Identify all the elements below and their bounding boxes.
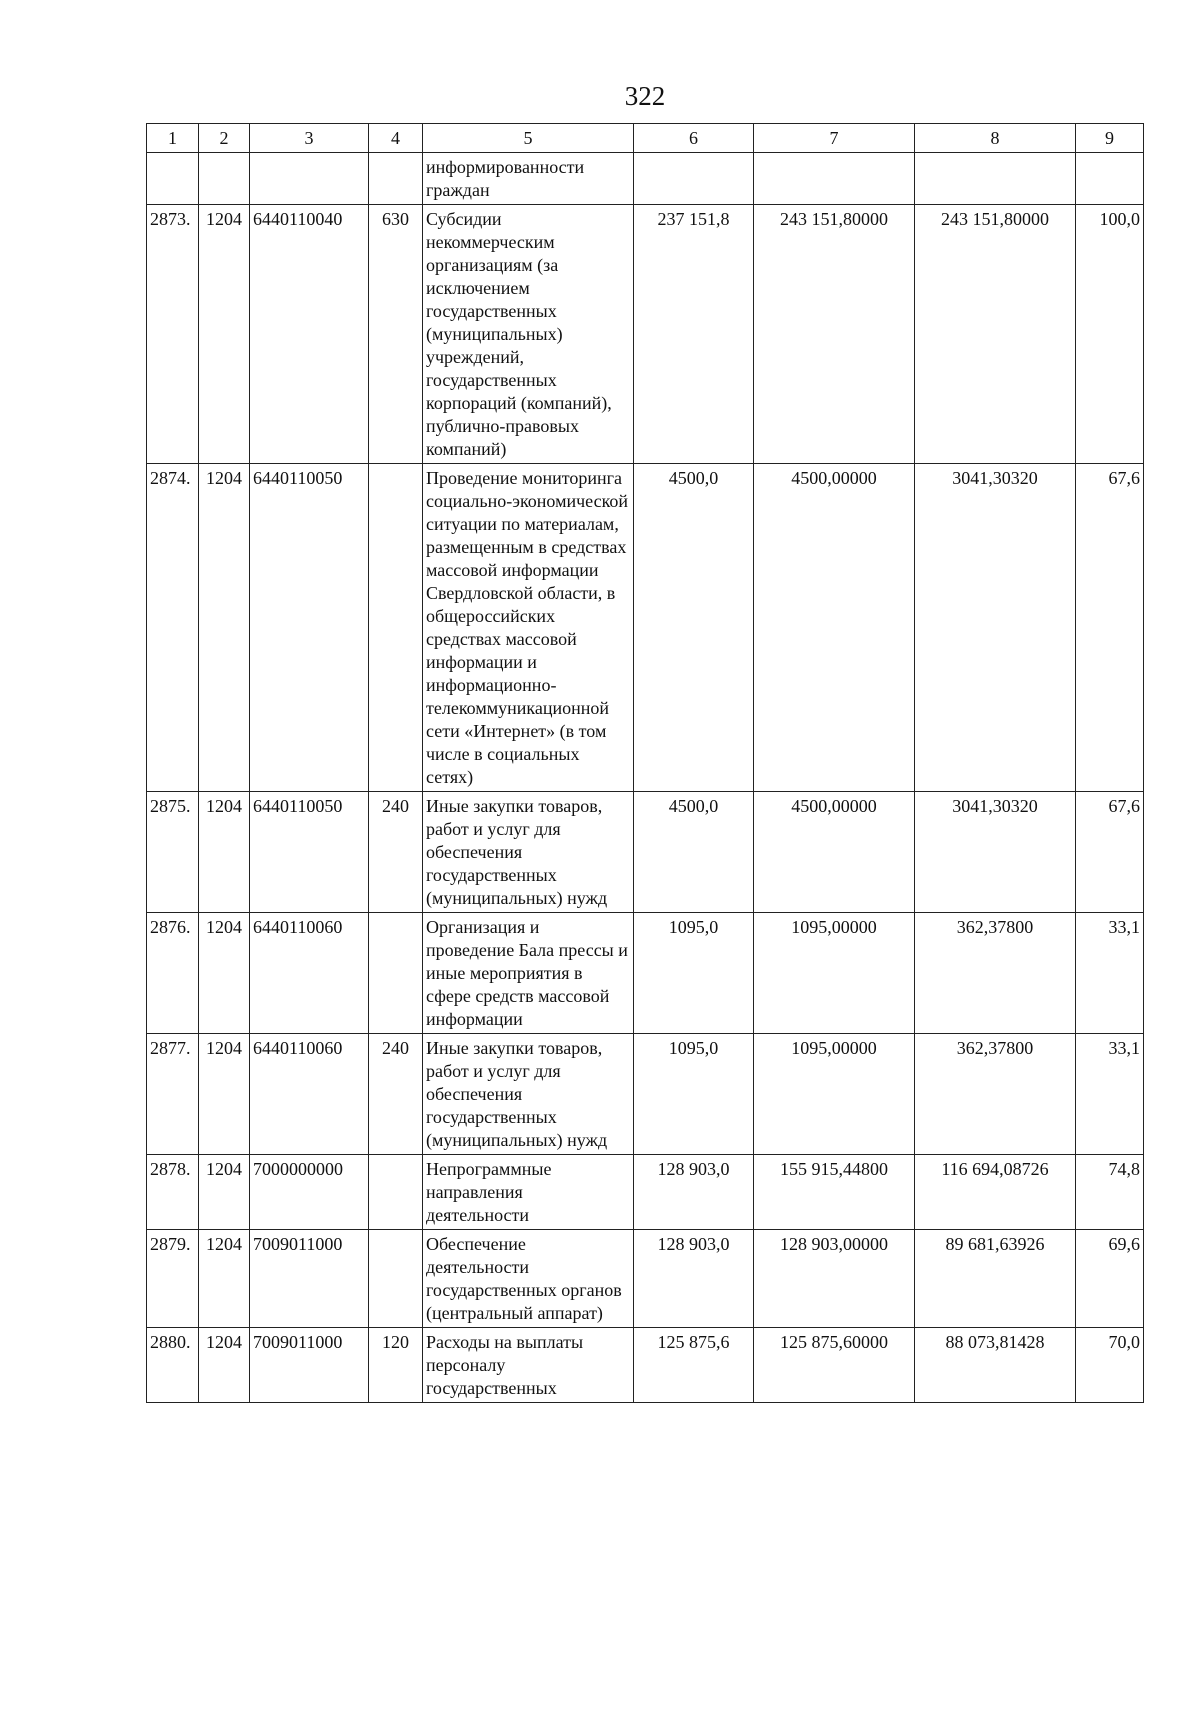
item-name: Непрограммные направления деятельности	[423, 1155, 634, 1230]
plan-amount	[634, 153, 754, 205]
item-name: Обеспечение деятельности государственных органов (центральный аппарат)	[423, 1230, 634, 1328]
target-article-code: 6440110050	[250, 792, 369, 913]
item-name: Расходы на выплаты персоналу государственных	[423, 1328, 634, 1403]
execution-percent: 74,8	[1076, 1155, 1144, 1230]
executed-amount: 89 681,63926	[915, 1230, 1076, 1328]
budget-table	[146, 123, 1144, 1403]
expense-type-code	[369, 913, 423, 1034]
target-article-code: 7000000000	[250, 1155, 369, 1230]
execution-percent: 100,0	[1076, 205, 1144, 464]
section-code: 1204	[199, 913, 250, 1034]
section-code: 1204	[199, 1034, 250, 1155]
expense-type-code: 120	[369, 1328, 423, 1403]
plan-amount: 1095,0	[634, 1034, 754, 1155]
row-number	[147, 153, 199, 205]
item-name: Иные закупки товаров, работ и услуг для обеспечения государственных (муниципальных) нужд	[423, 1034, 634, 1155]
executed-amount: 3041,30320	[915, 464, 1076, 792]
refined-amount: 125 875,60000	[754, 1328, 915, 1403]
plan-amount: 4500,0	[634, 792, 754, 913]
table-row	[147, 1230, 1144, 1328]
row-number: 2877.	[147, 1034, 199, 1155]
header-cell-4: 4	[369, 124, 423, 153]
row-number: 2873.	[147, 205, 199, 464]
execution-percent: 69,6	[1076, 1230, 1144, 1328]
item-name: Иные закупки товаров, работ и услуг для обеспечения государственных (муниципальных) нужд	[423, 792, 634, 913]
executed-amount: 362,37800	[915, 1034, 1076, 1155]
target-article-code: 7009011000	[250, 1230, 369, 1328]
execution-percent: 33,1	[1076, 913, 1144, 1034]
executed-amount	[915, 153, 1076, 205]
expense-type-code: 630	[369, 205, 423, 464]
section-code: 1204	[199, 205, 250, 464]
plan-amount: 1095,0	[634, 913, 754, 1034]
refined-amount: 1095,00000	[754, 913, 915, 1034]
row-number: 2880.	[147, 1328, 199, 1403]
target-article-code	[250, 153, 369, 205]
section-code: 1204	[199, 1155, 250, 1230]
refined-amount: 4500,00000	[754, 792, 915, 913]
section-code: 1204	[199, 792, 250, 913]
table-row	[147, 153, 1144, 205]
header-cell-1: 1	[147, 124, 199, 153]
executed-amount: 243 151,80000	[915, 205, 1076, 464]
table-row	[147, 464, 1144, 792]
executed-amount: 116 694,08726	[915, 1155, 1076, 1230]
table-row	[147, 205, 1144, 464]
plan-amount: 128 903,0	[634, 1155, 754, 1230]
header-cell-8: 8	[915, 124, 1076, 153]
expense-type-code: 240	[369, 1034, 423, 1155]
header-cell-6: 6	[634, 124, 754, 153]
expense-type-code	[369, 153, 423, 205]
table-row	[147, 792, 1144, 913]
refined-amount: 128 903,00000	[754, 1230, 915, 1328]
plan-amount: 125 875,6	[634, 1328, 754, 1403]
refined-amount: 1095,00000	[754, 1034, 915, 1155]
item-name: информированности граждан	[423, 153, 634, 205]
target-article-code: 6440110040	[250, 205, 369, 464]
refined-amount	[754, 153, 915, 205]
section-code: 1204	[199, 464, 250, 792]
execution-percent	[1076, 153, 1144, 205]
header-cell-5: 5	[423, 124, 634, 153]
row-number: 2878.	[147, 1155, 199, 1230]
header-cell-7: 7	[754, 124, 915, 153]
item-name: Проведение мониторинга социально-экономической ситуации по материалам, размещенным в средствах массовой информации Свердловской области, в общероссийских средствах массовой информации и информационно-телекоммуникационной сети «Интернет» (в том числе в социальных сетях)	[423, 464, 634, 792]
expense-type-code	[369, 464, 423, 792]
row-number: 2879.	[147, 1230, 199, 1328]
refined-amount: 4500,00000	[754, 464, 915, 792]
row-number: 2875.	[147, 792, 199, 913]
expense-type-code	[369, 1155, 423, 1230]
execution-percent: 33,1	[1076, 1034, 1144, 1155]
plan-amount: 4500,0	[634, 464, 754, 792]
table-row	[147, 913, 1144, 1034]
expense-type-code	[369, 1230, 423, 1328]
refined-amount: 155 915,44800	[754, 1155, 915, 1230]
plan-amount: 128 903,0	[634, 1230, 754, 1328]
executed-amount: 88 073,81428	[915, 1328, 1076, 1403]
execution-percent: 67,6	[1076, 792, 1144, 913]
table-row	[147, 1034, 1144, 1155]
section-code	[199, 153, 250, 205]
expense-type-code: 240	[369, 792, 423, 913]
target-article-code: 6440110060	[250, 913, 369, 1034]
refined-amount: 243 151,80000	[754, 205, 915, 464]
section-code: 1204	[199, 1230, 250, 1328]
section-code: 1204	[199, 1328, 250, 1403]
execution-percent: 70,0	[1076, 1328, 1144, 1403]
plan-amount: 237 151,8	[634, 205, 754, 464]
target-article-code: 7009011000	[250, 1328, 369, 1403]
item-name: Организация и проведение Бала прессы и иные мероприятия в сфере средств массовой информации	[423, 913, 634, 1034]
executed-amount: 362,37800	[915, 913, 1076, 1034]
target-article-code: 6440110060	[250, 1034, 369, 1155]
item-name: Субсидии некоммерческим организациям (за исключением государственных (муниципальных) учреждений, государственных корпораций (компаний), публично-правовых компаний)	[423, 205, 634, 464]
header-cell-3: 3	[250, 124, 369, 153]
page-number: 322	[624, 81, 666, 111]
header-cell-9: 9	[1076, 124, 1144, 153]
row-number: 2876.	[147, 913, 199, 1034]
table-row	[147, 1328, 1144, 1403]
table-row	[147, 1155, 1144, 1230]
execution-percent: 67,6	[1076, 464, 1144, 792]
header-cell-2: 2	[199, 124, 250, 153]
executed-amount: 3041,30320	[915, 792, 1076, 913]
target-article-code: 6440110050	[250, 464, 369, 792]
header-row	[147, 124, 1144, 153]
row-number: 2874.	[147, 464, 199, 792]
